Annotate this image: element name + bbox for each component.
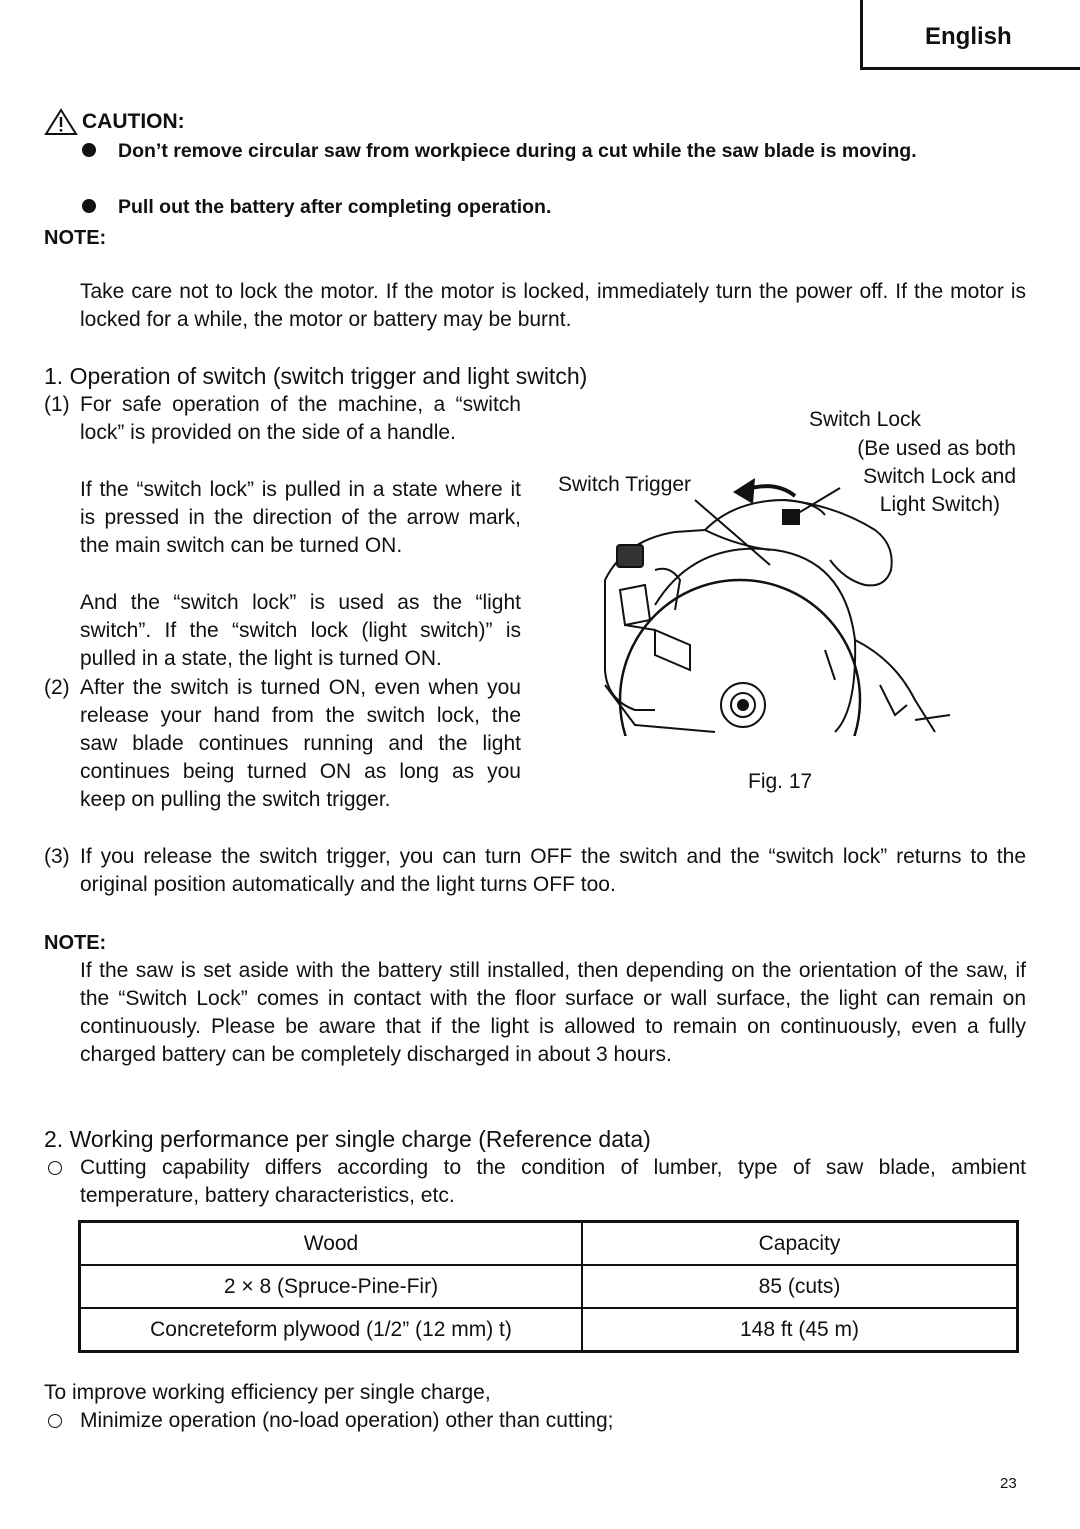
list-item-text: For safe operation of the machine, a “switch lock” is provided on the side of a handle. (80, 393, 521, 444)
switch-lock-note-2: Switch Lock and (863, 465, 1016, 488)
note-text: If the saw is set aside with the battery still installed, then depending on the orientation of the saw, if the “Switch Lock” comes in contact with the floor surface or wall surface, the light can remain on continuously. Please be aware that if the light is allowed to remain on continuously, even a fully charged battery can be completely discharged in about 3 hours. (80, 959, 1026, 1066)
figure-caption: Fig. 17 (748, 770, 813, 793)
list-item-text: If you release the switch trigger, you can turn OFF the switch and the “switch lock” returns to the original position automatically and the light turns OFF too. (80, 845, 1026, 896)
list-item (44, 476, 521, 560)
section-heading: 2. Working performance per single charge (Reference data) (44, 1126, 651, 1152)
circular-saw-illustration (595, 470, 955, 736)
caution-item-text: Pull out the battery after completing operation. (118, 196, 552, 218)
table-header-row (80, 1222, 1018, 1266)
list-item-text: And the “switch lock” is used as the “light switch”. If the “switch lock (light switch)” is pulled in a state, the light is turned ON. (80, 591, 521, 670)
improve-text: To improve working efficiency per single charge, (44, 1381, 491, 1404)
open-circle-bullet (48, 1161, 62, 1175)
list-item (44, 589, 521, 673)
section-heading: 1. Operation of switch (switch trigger and light switch) (44, 363, 588, 389)
language-tab (860, 0, 1080, 70)
language-label: English (925, 23, 1012, 50)
note-label: NOTE: (44, 932, 107, 954)
table-cell: 85 (cuts) (582, 1265, 1018, 1308)
switch-lock-note-1: (Be used as both (857, 437, 1016, 460)
table-header-cell: Wood (80, 1222, 583, 1266)
table-row (80, 1308, 1018, 1352)
open-circle-bullet (48, 1414, 62, 1428)
bullet-text: Cutting capability differs according to the condition of lumber, type of saw blade, ambient temperature, battery characteristics, etc. (80, 1156, 1026, 1207)
performance-table (78, 1220, 1019, 1353)
list-item-text: After the switch is turned ON, even when you release your hand from the switch lock, the saw blade continues running and the light continues being turned ON as long as you keep on pulling the switch trigger. (80, 676, 521, 811)
list-item (44, 391, 521, 447)
caution-title (44, 108, 185, 136)
list-item-number: (3) (44, 845, 70, 868)
table-cell: Concreteform plywood (1/2” (12 mm) t) (80, 1308, 583, 1352)
caution-item-text: Don’t remove circular saw from workpiece during a cut while the saw blade is moving. (118, 140, 917, 162)
warning-triangle-icon (44, 108, 78, 136)
switch-lock-label: Switch Lock (809, 408, 922, 431)
improve-bullet-text: Minimize operation (no-load operation) other than cutting; (80, 1409, 614, 1432)
switch-trigger-label: Switch Trigger (558, 473, 692, 496)
table-header-cell: Capacity (582, 1222, 1018, 1266)
list-item-number: (2) (44, 676, 70, 699)
caution-item-2 (82, 193, 1026, 221)
list-item (44, 674, 521, 814)
list-item-text: If the “switch lock” is pulled in a state where it is pressed in the direction of the arrow mark, the main switch can be turned ON. (80, 478, 521, 557)
caution-label: CAUTION: (82, 110, 185, 133)
page-number: 23 (1000, 1475, 1017, 1492)
bullet-dot (82, 199, 96, 213)
list-item (44, 843, 1026, 899)
note-text: Take care not to lock the motor. If the motor is locked, immediately turn the power off. If the motor is locked for a while, the motor or battery may be burnt. (80, 280, 1026, 331)
note-label: NOTE: (44, 227, 107, 249)
switch-lock-note-3: Light Switch) (879, 493, 1000, 516)
bullet-dot (82, 143, 96, 157)
table-cell: 2 × 8 (Spruce-Pine-Fir) (80, 1265, 583, 1308)
table-cell: 148 ft (45 m) (582, 1308, 1018, 1352)
list-item-number: (1) (44, 393, 70, 416)
table-row (80, 1265, 1018, 1308)
caution-item-1 (82, 137, 1026, 165)
